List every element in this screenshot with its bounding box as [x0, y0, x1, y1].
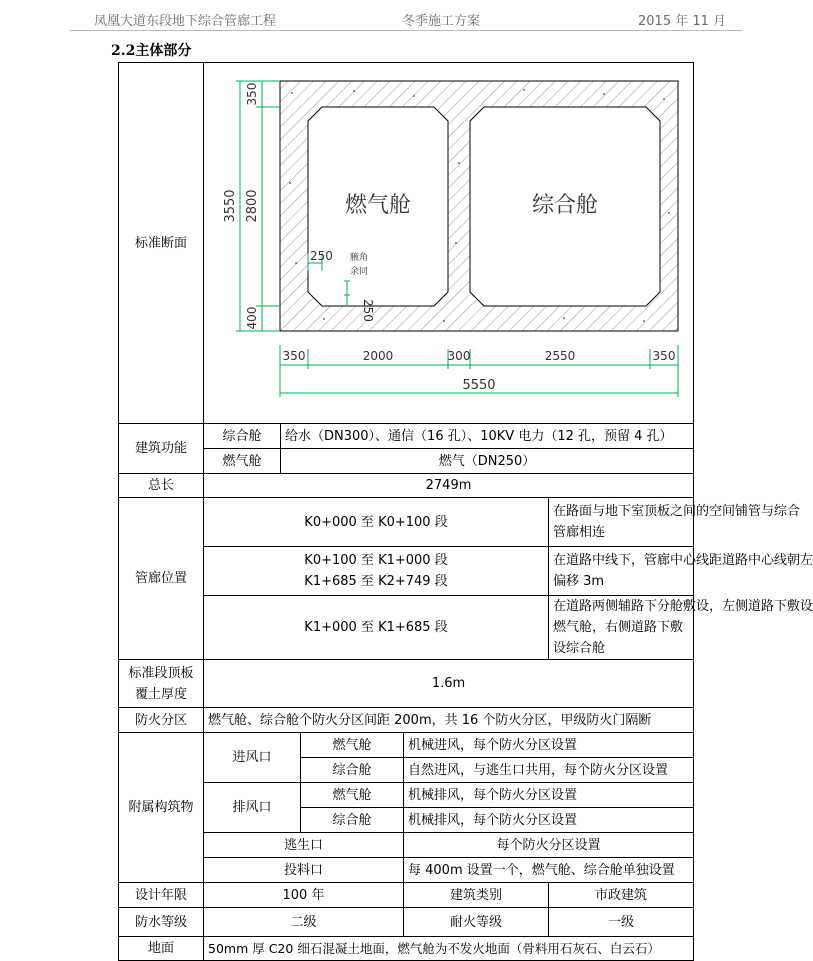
row-waterproof	[119, 908, 694, 937]
row-standard-section	[119, 63, 694, 424]
label-length: 总长	[119, 474, 204, 498]
position-desc-2-line-2: 偏移 3m	[553, 574, 605, 589]
position-desc-2	[549, 547, 813, 596]
label-cover-line-2: 覆土厚度	[134, 686, 187, 702]
label-fire-rating: 耐火等级	[404, 908, 549, 937]
row-length	[119, 474, 694, 498]
row-position-1	[119, 498, 694, 547]
intake-value-utility: 自然进风，与逃生口共用，每个防火分区设置	[404, 758, 694, 783]
section-title: 2.2主体部分	[111, 43, 192, 59]
position-seg-3	[204, 596, 549, 660]
position-desc-1-line-2: 管廊相连	[553, 525, 606, 540]
haunch-note-1: 腋角	[350, 253, 369, 263]
haunch-note-2: 余同	[350, 267, 369, 277]
dim-left-wall: 350	[282, 349, 306, 363]
function-value-utility: 给水（DN300）、通信（16 孔）、10KV 电力（12 孔，预留 4 孔）	[281, 424, 694, 449]
position-seg-3-line: K1+000 至 K1+685 段	[304, 620, 448, 635]
dim-right-wall: 350	[652, 349, 676, 363]
label-fire-zone: 防火分区	[119, 708, 204, 733]
position-desc-1	[549, 498, 801, 547]
dim-clear-height: 2800	[245, 189, 260, 223]
value-waterproof: 二级	[204, 908, 404, 937]
label-exhaust: 排风口	[204, 783, 301, 833]
label-cover-line-1: 标准段顶板	[128, 665, 194, 681]
intake-value-gas: 机械进风，每个防火分区设置	[404, 733, 694, 758]
page-header	[0, 10, 792, 32]
dim-total-height: 3550	[223, 189, 238, 223]
position-seg-2-line-2: K1+685 至 K2+749 段	[304, 574, 448, 589]
header-doc-title: 冬季施工方案	[402, 14, 481, 29]
value-fire-rating: 一级	[549, 908, 694, 937]
dim-mid-wall: 300	[447, 349, 471, 363]
label-design-life: 设计年限	[119, 883, 204, 908]
label-cover	[119, 660, 204, 708]
label-auxiliary: 附属构筑物	[119, 733, 204, 883]
value-cover: 1.6m	[204, 660, 694, 708]
position-desc-1-line-1: 在路面与地下室顶板之间的空间铺管与综合	[553, 504, 801, 519]
position-desc-3-line-1: 在道路两侧辅路下分舱敷设，左侧道路下敷设	[553, 599, 813, 614]
value-building-class: 市政建筑	[549, 883, 694, 908]
label-waterproof: 防水等级	[119, 908, 204, 937]
header-rule	[70, 30, 742, 31]
label-position: 管廊位置	[119, 498, 204, 660]
row-aux-exhaust-1	[119, 783, 694, 808]
row-ground	[119, 937, 694, 961]
row-aux-intake-1	[119, 733, 694, 758]
header-project: 凤凰大道东段地下综合管廊工程	[94, 14, 277, 29]
room-label-utility: 综合舱	[531, 193, 599, 218]
position-seg-1-line: K0+000 至 K0+100 段	[304, 514, 448, 530]
exhaust-cabin-utility: 综合舱	[301, 808, 404, 833]
value-length: 2749m	[204, 474, 694, 498]
exhaust-cabin-gas: 燃气舱	[301, 783, 404, 808]
room-label-gas: 燃气舱	[344, 193, 412, 218]
value-ground: 50mm 厚 C20 细石混凝土地面，燃气舱为不发火地面（骨料用石灰石、白云石）	[204, 937, 694, 961]
row-function-1	[119, 424, 694, 449]
intake-cabin-gas: 燃气舱	[301, 733, 404, 758]
row-position-2	[119, 547, 694, 596]
label-escape: 逃生口	[204, 833, 404, 858]
haunch-size-h: 250	[310, 249, 333, 263]
function-cabin-gas: 燃气舱	[204, 449, 281, 474]
position-seg-1	[204, 498, 549, 547]
function-value-gas: 燃气（DN250）	[281, 449, 694, 474]
row-aux-feed	[119, 858, 694, 883]
function-cabin-utility: 综合舱	[204, 424, 281, 449]
concrete-body	[280, 81, 678, 331]
value-design-life: 100 年	[204, 883, 404, 908]
dim-top-slab: 350	[245, 82, 259, 106]
position-seg-2	[204, 547, 549, 596]
label-function: 建筑功能	[119, 424, 204, 474]
position-desc-3	[549, 596, 813, 660]
exhaust-value-utility: 机械排风，每个防火分区设置	[404, 808, 694, 833]
row-aux-escape	[119, 833, 694, 858]
row-fire-zone	[119, 708, 694, 733]
header-date: 2015 年 11 月	[638, 14, 727, 29]
intake-cabin-utility: 综合舱	[301, 758, 404, 783]
row-function-2	[119, 449, 694, 474]
dim-gas-cabin-width: 2000	[362, 349, 394, 363]
spec-table	[118, 62, 813, 961]
value-feed: 每 400m 设置一个，燃气舱、综合舱单独设置	[404, 858, 694, 883]
cross-section-figure-cell	[204, 63, 694, 424]
row-cover	[119, 660, 694, 708]
label-intake: 进风口	[204, 733, 301, 783]
haunch-size-v: 250	[361, 299, 375, 322]
position-desc-2-line-1: 在道路中线下，管廊中心线距道路中心线朝左	[553, 553, 813, 568]
row-position-3	[119, 596, 694, 660]
position-desc-3-line-2: 燃气舱，右侧道路下敷设综合舱	[553, 620, 684, 656]
cross-section-drawing	[204, 63, 693, 416]
value-escape: 每个防火分区设置	[404, 833, 694, 858]
exhaust-value-gas: 机械排风，每个防火分区设置	[404, 783, 694, 808]
label-standard-section: 标准断面	[119, 63, 204, 424]
position-seg-2-line-1: K0+100 至 K1+000 段	[304, 553, 448, 568]
label-feed: 投料口	[204, 858, 404, 883]
row-design-life	[119, 883, 694, 908]
value-fire-zone: 燃气舱、综合舱个防火分区间距 200m，共 16 个防火分区，甲级防火门隔断	[204, 708, 694, 733]
dim-total-width: 5550	[462, 378, 496, 393]
dim-bottom-slab: 400	[245, 306, 259, 330]
label-building-class: 建筑类别	[404, 883, 549, 908]
dim-utility-cabin-width: 2550	[544, 349, 576, 363]
label-ground: 地面	[119, 937, 204, 961]
